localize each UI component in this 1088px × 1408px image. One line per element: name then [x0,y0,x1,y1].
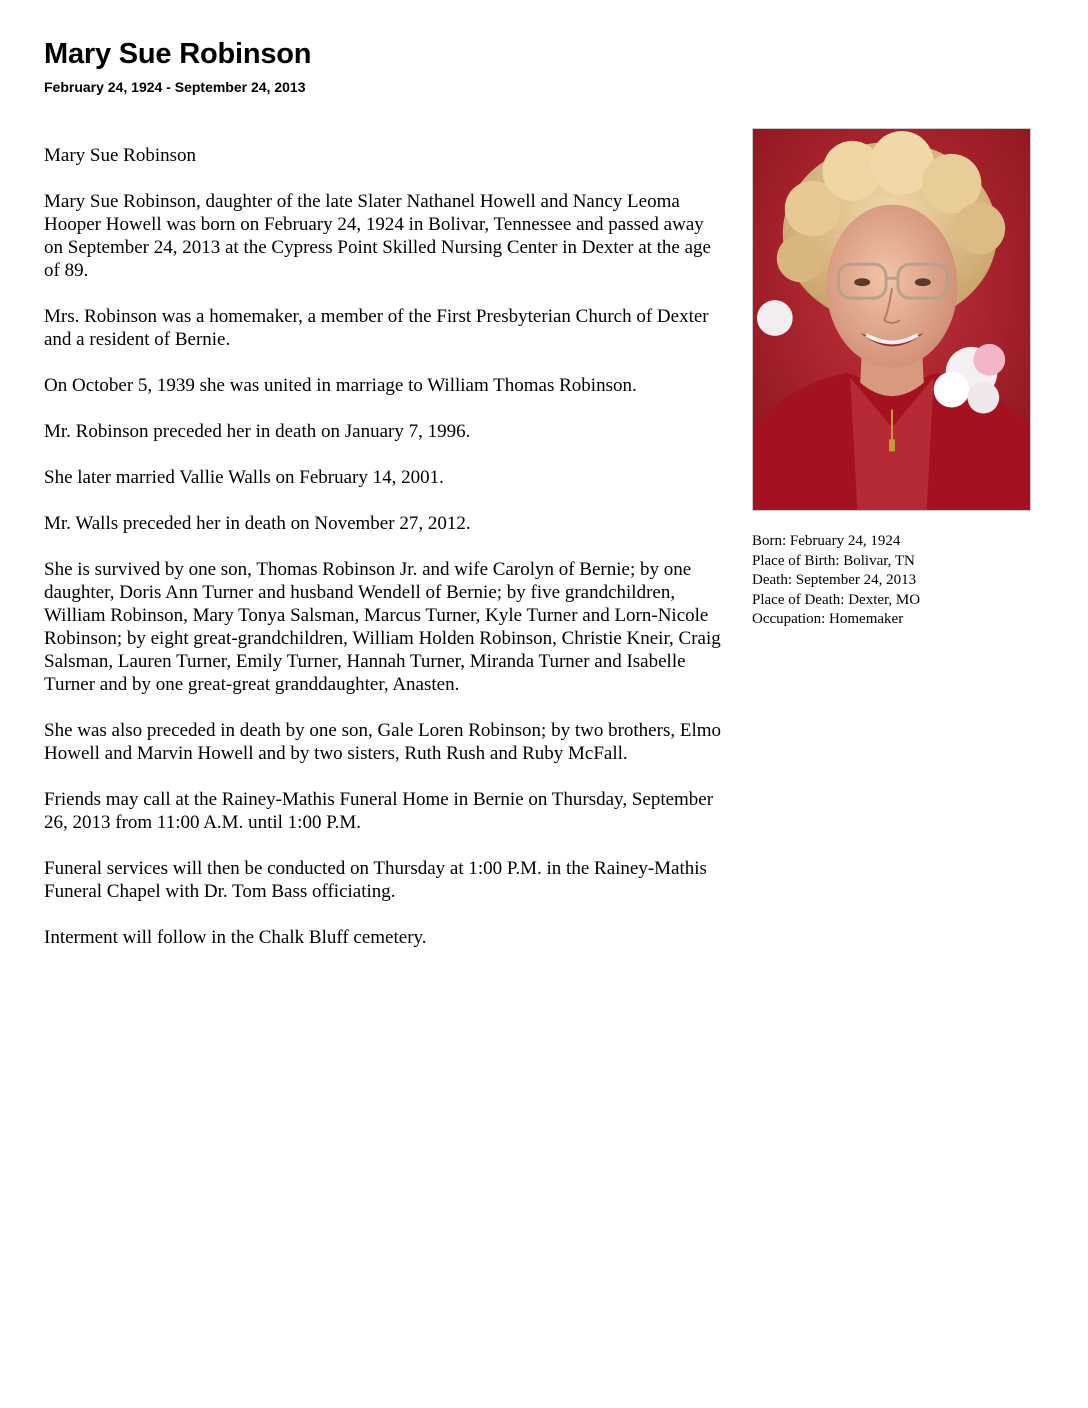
fact-place-of-birth: Place of Birth: Bolivar, TN [752,552,915,569]
fact-place-of-death: Place of Death: Dexter, MO [752,591,921,608]
fact-occupation: Occupation: Homemaker [752,611,904,627]
fact-born: Born: February 24, 1924 [752,533,901,549]
fact-death: Death: September 24, 2013 [752,572,917,588]
obituary-paragraph: On October 5, 1939 she was united in marriage to William Thomas Robinson. [44,375,637,396]
obituary-paragraph: She later married Vallie Walls on February 14, 2001. [44,467,444,488]
page-title: Mary Sue Robinson [44,38,312,70]
obituary-paragraph: Friends may call at the Rainey-Mathis Funeral Home in Bernie on Thursday, September 26, 2013 from 11:00 A.M. until 1:00 P.M. [44,789,714,833]
obituary-paragraph: Mr. Walls preceded her in death on November 27, 2012. [44,513,471,534]
life-dates: February 24, 1924 - September 24, 2013 [44,79,306,95]
obituary-text [44,144,724,972]
obituary-paragraph: Mrs. Robinson was a homemaker, a member of the First Presbyterian Church of Dexter and a resident of Bernie. [44,306,709,350]
obituary-paragraph: Interment will follow in the Chalk Bluff cemetery. [44,927,427,948]
obituary-paragraph: She is survived by one son, Thomas Robinson Jr. and wife Carolyn of Bernie; by one daughter, Doris Ann Turner and husband Wendell of Bernie; by five grandchildren, William Robinson, Mary Tonya Salsman, Marcus Turner, Kyle Turner and Lorn-Nicole Robinson; by eight great-grandchildren, William Holden Robinson, Christie Kneir, Craig Salsman, Lauren Turner, Emily Turner, Hannah Turner, Miranda Turner and Isabelle Turner and by one great-great granddaughter, Anasten. [44,559,721,695]
obituary-paragraph: Mary Sue Robinson, daughter of the late Slater Nathanel Howell and Nancy Leoma Hooper Howell was born on February 24, 1924 in Bolivar, Tennessee and passed away on September 24, 2013 at the Cypress Point Skilled Nursing Center in Dexter at the age of 89. [44,191,711,281]
obituary-paragraph: Mary Sue Robinson [44,145,196,166]
portrait-photo [752,128,1031,511]
portrait-illustration [753,129,1030,510]
vital-facts [752,532,1072,630]
obituary-paragraph: She was also preceded in death by one son, Gale Loren Robinson; by two brothers, Elmo Howell and Marvin Howell and by two sisters, Ruth Rush and Ruby McFall. [44,720,721,764]
obituary-paragraph: Funeral services will then be conducted on Thursday at 1:00 P.M. in the Rainey-Mathis Funeral Chapel with Dr. Tom Bass officiating. [44,858,707,902]
obituary-paragraph: Mr. Robinson preceded her in death on January 7, 1996. [44,421,471,442]
